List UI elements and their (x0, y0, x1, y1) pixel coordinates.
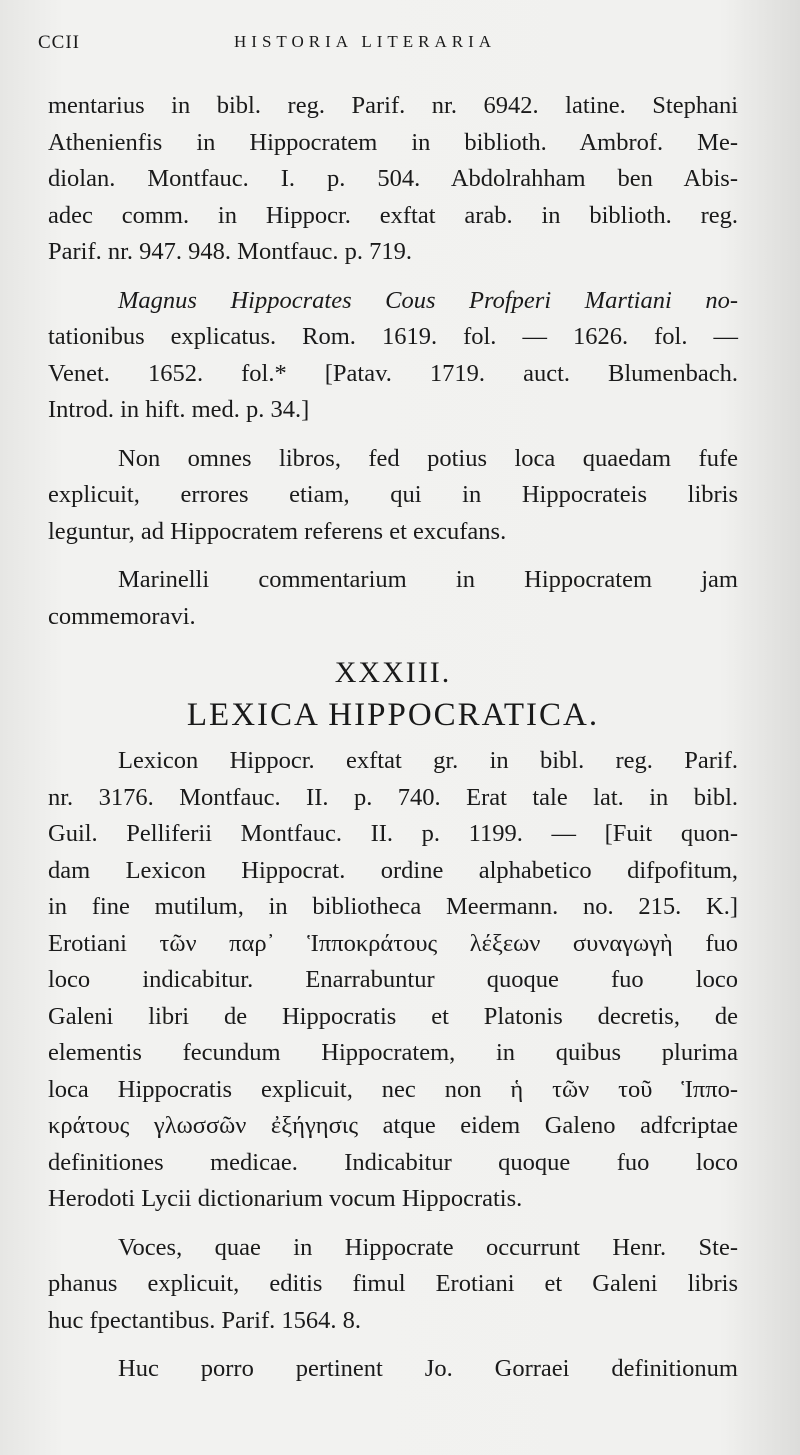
paragraph (48, 88, 738, 271)
page-number: CCII (38, 32, 80, 53)
text-line: Introd. in hift. med. p. 34.] (48, 396, 310, 423)
text-line: leguntur, ad Hippocratem referens et excufans. (48, 517, 507, 545)
page-body (48, 88, 738, 1388)
text-line: Non omnes libros, fed potius loca quaedam fufe (118, 444, 738, 472)
text-line: Erotiani τῶν παρ᾽ Ἱπποκράτους λέξεων συναγωγὴ fuo (48, 929, 738, 957)
text-line: mentarius in bibl. reg. Parif. nr. 6942. latine. Stephani (48, 92, 738, 119)
text-line: Magnus Hippocrates Cous Profperi Martiani no- (118, 286, 738, 314)
text-line: dam Lexicon Hippocrat. ordine alphabetico difpofitum, (48, 856, 738, 884)
text-line: κράτους γλωσσῶν ἐξήγησις atque eidem Galeno adfcriptae (48, 1112, 738, 1139)
text-line: diolan. Montfauc. I. p. 504. Abdolrahham ben Abis- (48, 165, 738, 192)
text-line: Lexicon Hippocr. exftat gr. in bibl. reg. Parif. (118, 747, 738, 774)
text-line: Voces, quae in Hippocrate occurrunt Henr. Ste- (118, 1233, 738, 1261)
text-line: Parif. nr. 947. 948. Montfauc. p. 719. (48, 238, 413, 265)
section-number: XXXIII. (334, 656, 452, 689)
text-line: commemoravi. (48, 602, 196, 630)
text-line: Venet. 1652. fol.* [Patav. 1719. auct. Blumenbach. (48, 359, 738, 387)
text-line: Galeni libri de Hippocratis et Platonis decretis, de (48, 1002, 738, 1030)
page-header (38, 30, 760, 58)
text-line: Huc porro pertinent Jo. Gorraei definitionum (118, 1355, 738, 1382)
paragraph (48, 283, 738, 429)
paragraph (48, 1351, 738, 1388)
text-line: in fine mutilum, in bibliotheca Meermann. no. 215. K.] (48, 893, 738, 920)
paragraph (48, 441, 738, 551)
text-line: phanus explicuit, editis fimul Erotiani et Galeni libris (48, 1270, 738, 1297)
paragraph (48, 743, 738, 1218)
text-line: Marinelli commentarium in Hippocratem jam (118, 566, 738, 593)
text-line: elementis fecundum Hippocratem, in quibus plurima (48, 1039, 738, 1066)
text-line: Athenienfis in Hippocratem in biblioth. Ambrof. Me- (48, 128, 738, 156)
text-line: Herodoti Lycii dictionarium vocum Hippocratis. (48, 1185, 523, 1212)
text-line: definitiones medicae. Indicabitur quoque fuo loco (48, 1148, 738, 1176)
paragraph (48, 1230, 738, 1340)
text-line: adec comm. in Hippocr. exftat arab. in biblioth. reg. (48, 201, 738, 229)
paragraph (48, 562, 738, 635)
text-line: huc fpectantibus. Parif. 1564. 8. (48, 1306, 361, 1334)
text-line: Guil. Pelliferii Montfauc. II. p. 1199. — [Fuit quon- (48, 820, 738, 847)
text-line: nr. 3176. Montfauc. II. p. 740. Erat tale lat. in bibl. (48, 783, 738, 811)
text-line: loca Hippocratis explicuit, nec non ἡ τῶν τοῦ Ἱππο- (48, 1075, 738, 1103)
running-head: HISTORIA LITERARIA (234, 32, 497, 51)
text-line: tationibus explicatus. Rom. 1619. fol. — 1626. fol. — (48, 323, 738, 350)
text-line: loco indicabitur. Enarrabuntur quoque fuo loco (48, 966, 738, 993)
text-line: explicuit, errores etiam, qui in Hippocrateis libris (48, 481, 738, 508)
section-title: LEXICA HIPPOCRATICA. (186, 697, 600, 733)
